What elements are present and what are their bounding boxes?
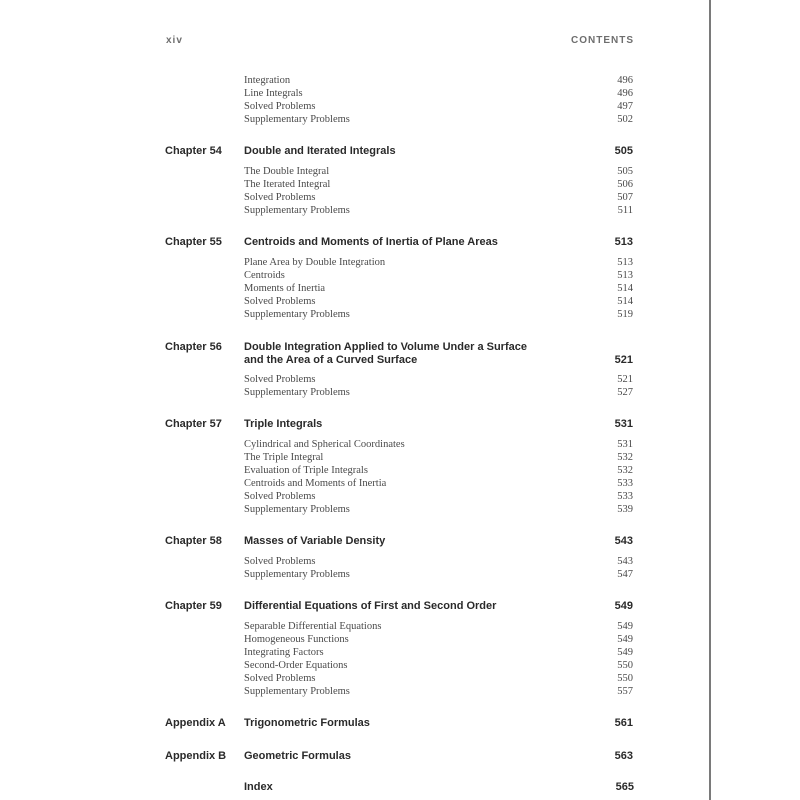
entry-title: Centroids and Moments of Inertia	[244, 478, 387, 489]
toc-entry[interactable]	[244, 256, 633, 269]
toc-entry[interactable]	[244, 308, 633, 321]
appendix-title[interactable]: Geometric Formulas	[244, 750, 351, 762]
appendix-title[interactable]: Trigonometric Formulas	[244, 717, 370, 729]
toc-entry[interactable]	[244, 165, 633, 178]
entry-title: Cylindrical and Spherical Coordinates	[244, 439, 405, 450]
entry-title: Solved Problems	[244, 296, 316, 307]
entry-page: 532	[617, 465, 633, 476]
entry-title: The Double Integral	[244, 166, 330, 177]
toc-entry[interactable]	[244, 87, 633, 100]
chapter-title[interactable]: Double Integration Applied to Volume Under a Surface	[244, 341, 527, 353]
entry-page: 533	[617, 478, 633, 489]
toc-entry[interactable]	[244, 451, 633, 464]
entry-page: 511	[617, 205, 633, 216]
toc-entry[interactable]	[244, 74, 633, 87]
entry-page: 550	[617, 673, 633, 684]
entry-title: Centroids	[244, 270, 285, 281]
entry-title: Integrating Factors	[244, 647, 324, 658]
page-edge-line	[709, 0, 711, 800]
toc-entry[interactable]	[244, 113, 633, 126]
index-page: 565	[615, 781, 634, 793]
chapter-label: Chapter 59	[165, 600, 222, 612]
entry-title: Solved Problems	[244, 374, 316, 385]
chapter-page: 531	[614, 418, 633, 430]
chapter-title[interactable]: Double and Iterated Integrals	[244, 145, 396, 157]
index-title[interactable]: Index	[244, 781, 273, 793]
page-folio: xiv	[166, 35, 183, 46]
chapter-page: 505	[614, 145, 633, 157]
chapter-title[interactable]: Triple Integrals	[244, 418, 323, 430]
toc-entry[interactable]	[244, 646, 633, 659]
chapter-title[interactable]: Centroids and Moments of Inertia of Plane Areas	[244, 236, 498, 248]
running-head-title: CONTENTS	[571, 35, 634, 46]
appendix-label: Appendix A	[165, 717, 226, 729]
toc-entry[interactable]	[244, 100, 633, 113]
entry-title: Homogeneous Functions	[244, 634, 349, 645]
toc-entry[interactable]	[244, 633, 633, 646]
chapter-title[interactable]: Masses of Variable Density	[244, 535, 386, 547]
entry-title: Supplementary Problems	[244, 114, 350, 125]
entry-title: Second-Order Equations	[244, 660, 348, 671]
entry-page: 549	[617, 634, 633, 645]
entry-page: 527	[617, 387, 633, 398]
entry-title: Supplementary Problems	[244, 309, 350, 320]
chapter-label: Chapter 54	[165, 145, 222, 157]
entry-page: 505	[617, 166, 633, 177]
chapter-page: 513	[614, 236, 633, 248]
toc-entry[interactable]	[244, 659, 633, 672]
appendix-page: 561	[614, 717, 633, 729]
entry-page: 532	[617, 452, 633, 463]
entry-page: 533	[617, 491, 633, 502]
entry-title: Solved Problems	[244, 491, 316, 502]
toc-entry[interactable]	[244, 568, 633, 581]
entry-title: Supplementary Problems	[244, 569, 350, 580]
chapter-page: 543	[614, 535, 633, 547]
entry-title: Line Integrals	[244, 88, 303, 99]
entry-title: Solved Problems	[244, 556, 316, 567]
entry-title: Plane Area by Double Integration	[244, 257, 386, 268]
entry-page: 531	[617, 439, 633, 450]
appendix-label: Appendix B	[165, 750, 227, 762]
toc-entry[interactable]	[244, 269, 633, 282]
entry-page: 496	[617, 75, 633, 86]
toc-entry[interactable]	[244, 438, 633, 451]
entry-page: 513	[617, 257, 633, 268]
entry-title: Supplementary Problems	[244, 504, 350, 515]
toc-entry[interactable]	[244, 204, 633, 217]
entry-page: 543	[617, 556, 633, 567]
entry-title: Moments of Inertia	[244, 283, 326, 294]
entry-title: Evaluation of Triple Integrals	[244, 465, 368, 476]
entry-page: 549	[617, 621, 633, 632]
entry-page: 507	[617, 192, 633, 203]
entry-title: Solved Problems	[244, 192, 316, 203]
toc-entry[interactable]	[244, 685, 633, 698]
chapter-title[interactable]: Differential Equations of First and Second Order	[244, 600, 497, 612]
entry-title: Solved Problems	[244, 101, 316, 112]
entry-page: 521	[617, 374, 633, 385]
entry-page: 549	[617, 647, 633, 658]
toc-entry[interactable]	[244, 191, 633, 204]
entry-title: Supplementary Problems	[244, 205, 350, 216]
entry-title: Separable Differential Equations	[244, 621, 382, 632]
entry-title: The Iterated Integral	[244, 179, 331, 190]
entry-title: Integration	[244, 75, 291, 86]
toc-entry[interactable]	[244, 178, 633, 191]
entry-page: 547	[617, 569, 633, 580]
chapter-page: 521	[614, 354, 633, 366]
entry-title: Supplementary Problems	[244, 686, 350, 697]
toc-entry[interactable]	[244, 477, 633, 490]
entry-title: The Triple Integral	[244, 452, 324, 463]
chapter-label: Chapter 56	[165, 341, 222, 353]
chapter-title-line2[interactable]: and the Area of a Curved Surface	[244, 354, 418, 366]
entry-title: Supplementary Problems	[244, 387, 350, 398]
chapter-page: 549	[614, 600, 633, 612]
toc-entry[interactable]	[244, 490, 633, 503]
toc-entry[interactable]	[244, 386, 633, 399]
entry-page: 513	[617, 270, 633, 281]
entry-page: 514	[617, 296, 633, 307]
entry-page: 502	[617, 114, 633, 125]
toc-entry[interactable]	[244, 282, 633, 295]
toc-entry[interactable]	[244, 464, 633, 477]
entry-page: 514	[617, 283, 633, 294]
chapter-label: Chapter 58	[165, 535, 222, 547]
entry-page: 539	[617, 504, 633, 515]
chapter-label: Chapter 57	[165, 418, 222, 430]
appendix-page: 563	[614, 750, 633, 762]
toc-entry[interactable]	[244, 672, 633, 685]
chapter-label: Chapter 55	[165, 236, 222, 248]
entry-page: 519	[617, 309, 633, 320]
entry-page: 497	[617, 101, 633, 112]
entry-title: Solved Problems	[244, 673, 316, 684]
toc-entry[interactable]	[244, 295, 633, 308]
entry-page: 496	[617, 88, 633, 99]
entry-page: 550	[617, 660, 633, 671]
toc-entry[interactable]	[244, 373, 633, 386]
entry-page: 506	[617, 179, 633, 190]
toc-entry[interactable]	[244, 555, 633, 568]
toc-entry[interactable]	[244, 503, 633, 516]
entry-page: 557	[617, 686, 633, 697]
toc-entry[interactable]	[244, 620, 633, 633]
